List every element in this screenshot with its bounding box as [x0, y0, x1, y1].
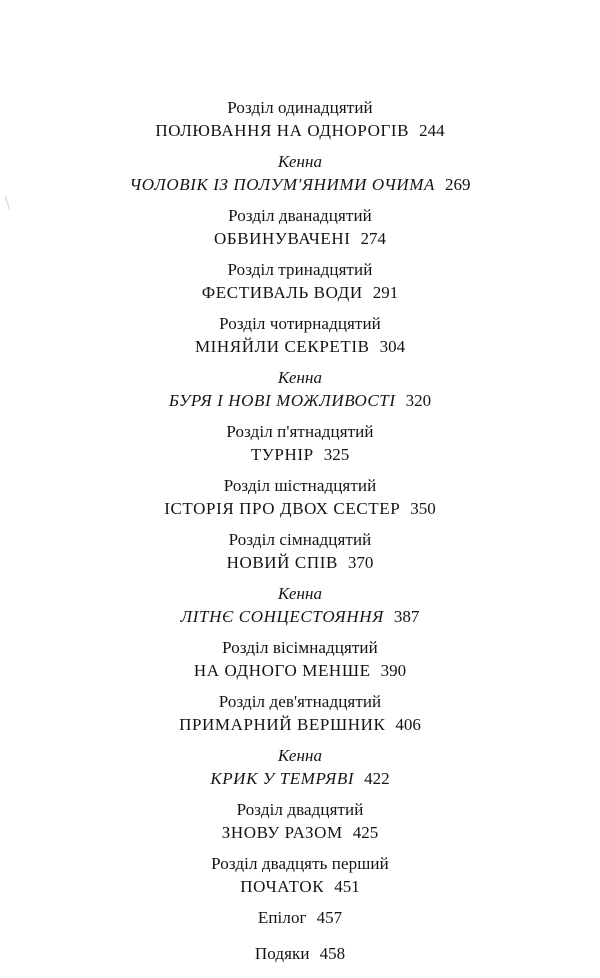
toc-entry-chapter-16[interactable]: [0, 474, 600, 520]
entry-page-number: 325: [323, 445, 350, 464]
entry-title-line: [0, 173, 600, 196]
entry-title: МІНЯЙЛИ СЕКРЕТІВ: [194, 337, 370, 356]
table-of-contents: [0, 96, 600, 978]
entry-page-number: 320: [405, 391, 432, 410]
entry-title: ЗНОВУ РАЗОМ: [221, 823, 343, 842]
entry-label: Розділ сімнадцятий: [228, 530, 372, 549]
entry-label: Розділ п'ятнадцятий: [226, 422, 374, 441]
entry-title-line: [0, 875, 600, 898]
entry-page-number: 304: [379, 337, 406, 356]
entry-page-number: 422: [364, 769, 390, 788]
entry-page-number: 390: [380, 661, 407, 680]
entry-page-number: 387: [393, 607, 420, 626]
entry-page-number: 406: [395, 715, 421, 734]
toc-entry-kenna-2[interactable]: [0, 366, 600, 412]
entry-title: ПОЛЮВАННЯ НА ОДНОРОГІВ: [155, 121, 410, 140]
entry-title-line: [0, 713, 600, 736]
entry-label: Розділ чотирнадцятий: [219, 314, 381, 333]
entry-title: НОВИЙ СПІВ: [226, 553, 338, 572]
entry-page-number: 350: [410, 499, 436, 518]
toc-entry-kenna-1[interactable]: [0, 150, 600, 196]
toc-entry-chapter-20[interactable]: [0, 798, 600, 844]
entry-label: Кенна: [277, 368, 323, 387]
entry-title-line: [0, 227, 600, 250]
toc-entry-chapter-18[interactable]: [0, 636, 600, 682]
entry-title: ПРИМАРНИЙ ВЕРШНИК: [179, 715, 386, 734]
entry-title: КРИК У ТЕМРЯВІ: [210, 769, 355, 788]
entry-title: НА ОДНОГО МЕНШЕ: [193, 661, 371, 680]
toc-entry-chapter-13[interactable]: [0, 258, 600, 304]
toc-entry-kenna-3[interactable]: [0, 582, 600, 628]
entry-label: Кенна: [277, 746, 323, 765]
entry-title: ТУРНІР: [250, 445, 314, 464]
entry-label: Розділ вісімнадцятий: [222, 638, 378, 657]
entry-title-line: [0, 497, 600, 520]
entry-title-line: [0, 335, 600, 358]
entry-title-line: [0, 906, 600, 929]
entry-title: Подяки: [254, 944, 310, 963]
entry-page-number: 291: [372, 283, 399, 302]
toc-entry-chapter-11[interactable]: [0, 96, 600, 142]
entry-title-line: [0, 767, 600, 790]
entry-title: ЛІТНЄ СОНЦЕСТОЯННЯ: [180, 607, 384, 626]
entry-label: Розділ дев'ятнадцятий: [218, 692, 382, 711]
entry-label: Розділ двадцять перший: [211, 854, 389, 873]
toc-entry-chapter-21[interactable]: [0, 852, 600, 898]
entry-title-line: [0, 942, 600, 965]
toc-entry-chapter-15[interactable]: [0, 420, 600, 466]
entry-label: Розділ тринадцятий: [227, 260, 373, 279]
entry-page-number: 425: [352, 823, 379, 842]
entry-label: Розділ одинадцятий: [227, 98, 373, 117]
entry-title: ЧОЛОВІК ІЗ ПОЛУМ'ЯНИМИ ОЧИМА: [129, 175, 436, 194]
toc-entry-kenna-4[interactable]: [0, 744, 600, 790]
entry-page-number: 244: [419, 121, 445, 140]
entry-page-number: 451: [334, 877, 360, 896]
entry-title-line: [0, 551, 600, 574]
toc-entry-chapter-17[interactable]: [0, 528, 600, 574]
entry-title-line: [0, 119, 600, 142]
toc-entry-acknowledgements[interactable]: [0, 942, 600, 965]
entry-title-line: [0, 605, 600, 628]
entry-title: ФЕСТИВАЛЬ ВОДИ: [201, 283, 363, 302]
entry-title-line: [0, 659, 600, 682]
entry-title-line: [0, 389, 600, 412]
entry-page-number: 269: [445, 175, 471, 194]
entry-title-line: [0, 443, 600, 466]
entry-page-number: 457: [316, 908, 343, 927]
entry-label: Розділ двадцятий: [236, 800, 364, 819]
toc-entry-chapter-12[interactable]: [0, 204, 600, 250]
entry-title: ОБВИНУВАЧЕНІ: [213, 229, 351, 248]
toc-entry-chapter-14[interactable]: [0, 312, 600, 358]
toc-entry-epilogue[interactable]: [0, 906, 600, 929]
entry-page-number: 458: [319, 944, 346, 963]
entry-title: БУРЯ І НОВІ МОЖЛИВОСТІ: [168, 391, 396, 410]
entry-title-line: [0, 821, 600, 844]
entry-page-number: 370: [347, 553, 374, 572]
entry-label: Розділ дванадцятий: [228, 206, 372, 225]
entry-title-line: [0, 281, 600, 304]
entry-title: Епілог: [257, 908, 307, 927]
entry-page-number: 274: [360, 229, 386, 248]
entry-label: Кенна: [277, 152, 323, 171]
toc-entry-chapter-19[interactable]: [0, 690, 600, 736]
entry-title: ІСТОРІЯ ПРО ДВОХ СЕСТЕР: [164, 499, 401, 518]
entry-label: Кенна: [277, 584, 323, 603]
entry-label: Розділ шістнадцятий: [223, 476, 377, 495]
entry-title: ПОЧАТОК: [240, 877, 325, 896]
